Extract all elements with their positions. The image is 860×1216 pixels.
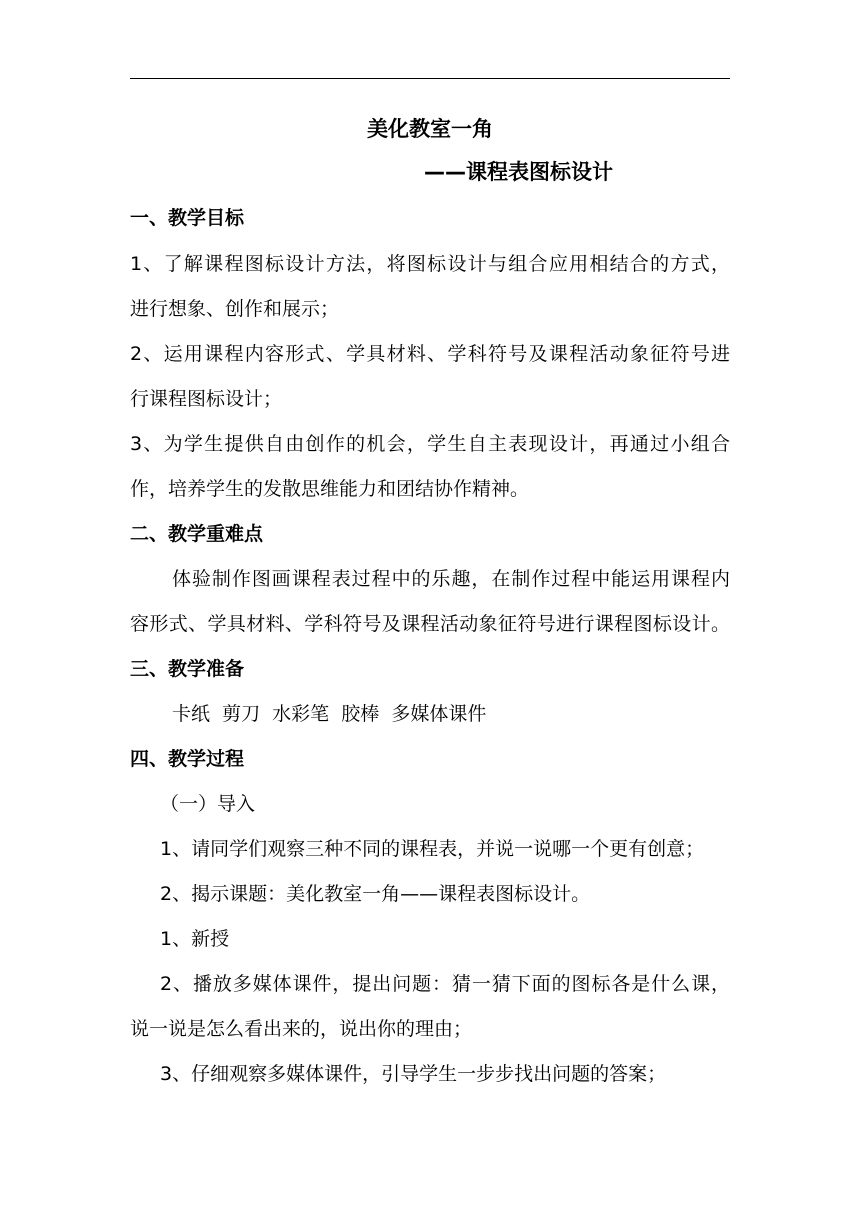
objective-1-line-1: 1、了解课程图标设计方法，将图标设计与组合应用相结合的方式， — [130, 253, 730, 275]
process-step-4-line-2: 说一说是怎么看出来的，说出你的理由； — [130, 1018, 473, 1040]
objective-3-line-2: 作，培养学生的发散思维能力和团结协作精神。 — [130, 478, 530, 500]
objective-2-line-2: 行课程图标设计； — [130, 388, 283, 410]
objective-2-line-1: 2、运用课程内容形式、学具材料、学科符号及课程活动象征符号进 — [130, 343, 730, 365]
header-rule — [130, 78, 730, 79]
section-heading-process: 四、教学过程 — [130, 748, 245, 770]
materials-list: 卡纸 剪刀 水彩笔 胶棒 多媒体课件 — [172, 703, 487, 725]
process-subheading-intro: （一）导入 — [160, 793, 256, 815]
process-step-2: 2、揭示课题：美化教室一角——课程表图标设计。 — [160, 883, 591, 905]
document-subtitle: ——课程表图标设计 — [424, 160, 613, 184]
objective-1-line-2: 进行想象、创作和展示； — [130, 298, 340, 320]
objective-3-line-1: 3、为学生提供自由创作的机会，学生自主表现设计，再通过小组合 — [130, 433, 730, 455]
section-heading-key-points: 二、教学重难点 — [130, 523, 264, 545]
section-heading-preparation: 三、教学准备 — [130, 658, 245, 680]
process-step-3: 1、新授 — [160, 928, 230, 950]
key-points-line-2: 容形式、学具材料、学科符号及课程活动象征符号进行课程图标设计。 — [130, 613, 730, 635]
key-points-line-1: 体验制作图画课程表过程中的乐趣，在制作过程中能运用课程内 — [172, 568, 730, 590]
process-step-5: 3、仔细观察多媒体课件，引导学生一步步找出问题的答案； — [160, 1063, 667, 1085]
section-heading-objectives: 一、教学目标 — [130, 207, 245, 229]
process-step-4-line-1: 2、播放多媒体课件，提出问题：猜一猜下面的图标各是什么课， — [160, 973, 730, 995]
document-title: 美化教室一角 — [367, 117, 493, 141]
process-step-1: 1、请同学们观察三种不同的课程表，并说一说哪一个更有创意； — [160, 838, 705, 860]
